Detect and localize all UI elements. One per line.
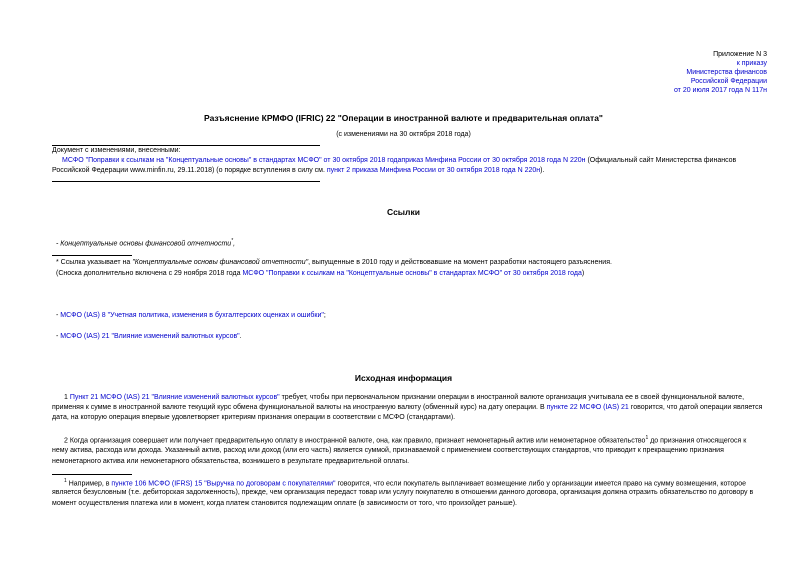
changes-text: Российской Федерации www.minfin.ru, 29.11.2018) (о порядке вступления в силу см.	[52, 167, 327, 174]
footnote-1	[64, 477, 746, 488]
paragraph-text: требует, чтобы при первоначальном признании операции в иностранной валюте организация учитывала ее в своей функциональной валюте,	[279, 394, 745, 401]
paragraph-text: говорится, что датой операции является	[628, 404, 763, 411]
p1-link-ias21[interactable]: Пункт 21 МСФО (IAS) 21 "Влияние изменений валютных курсов"	[69, 394, 280, 401]
refs-footnote-text: , выпущенные в 2010 году и действовавшие на момент разработки настоящего разъяснения.	[308, 259, 612, 266]
paragraph-2-line-2: нему актива, расхода или дохода. Указанный актив, расход или доход (или его часть) является суммой, признаваемой с применением соответствующих стандартов, что приводит к прекращению признания	[52, 447, 724, 454]
footnote-text: Например, в	[66, 480, 112, 488]
footnote-mark: 1	[645, 435, 649, 441]
document-title: Разъяснение КРМФО (IFRIC) 22 "Операции в иностранной валюте и предварительная оплата"	[204, 113, 603, 123]
refs-item-text: - Концептуальные основы финансовой отчетности	[56, 240, 232, 248]
appendix-order-link[interactable]: к приказу	[736, 60, 767, 67]
paragraph-1-line-2	[52, 403, 762, 412]
appendix-date-link[interactable]: от 20 июля 2017 года N 117н	[673, 87, 767, 94]
refs-item-text: -	[56, 312, 61, 319]
refs-note-text: (Сноска дополнительно включена с 29 ноября 2018 года	[56, 270, 243, 277]
changes-text: ).	[540, 167, 545, 174]
refs-item-link-ias21[interactable]: МСФО (IAS) 21 "Влияние изменений валютных курсов"	[60, 333, 240, 340]
footnote-text: говорится, что если покупатель выплачивает возмещение либо у организации имеется право на сумму возмещения, которое	[335, 480, 746, 488]
refs-footnote-text: * Ссылка указывает на	[56, 259, 133, 266]
refs-note	[56, 269, 584, 278]
paragraph-1	[64, 393, 744, 402]
changes-intro: Документ с изменениями, внесенными:	[52, 147, 181, 154]
refs-note-text: )	[581, 270, 585, 277]
refs-item-text: -	[56, 333, 61, 340]
refs-footnote	[56, 258, 612, 267]
refs-item-3	[56, 332, 242, 341]
footnote-divider	[52, 255, 132, 256]
appendix-line: Приложение N 3	[713, 51, 767, 58]
footnote-1-line-2: является безусловным (т.е. дебиторская задолженность), прежде, чем организация передаст товар или услугу покупателю в отношении данного договора, организация должна отразить обязательство по договору в	[52, 489, 754, 496]
paragraph-1-line-3: дата, на которую операция впервые удовлетворяет критериям признания операции в соответствии с МСФО (стандартами).	[52, 414, 456, 421]
footnote-mark: 1	[64, 478, 67, 484]
divider	[52, 181, 320, 182]
refs-item-link-ias8[interactable]: МСФО (IAS) 8 "Учетная политика, изменения в бухгалтерских оценках и ошибки"	[60, 312, 324, 319]
refs-item-1	[56, 237, 235, 248]
section-heading-refs: Ссылки	[387, 207, 420, 217]
refs-footnote-italic: "Концептуальные основы финансовой отчетности"	[132, 259, 309, 266]
changes-line-1	[62, 156, 736, 165]
section-heading-background: Исходная информация	[354, 373, 453, 383]
paragraph-2-line-3: немонетарного актива или немонетарного обязательства, возникшего в результате предварительной оплаты.	[52, 458, 410, 465]
appendix-ministry-link[interactable]: Министерства финансов	[686, 69, 767, 76]
fn-link-ifrs15[interactable]: пункте 106 МСФО (IFRS) 15 "Выручка по договорам с покупателями"	[111, 480, 336, 488]
changes-link-amendments[interactable]: МСФО "Поправки к ссылкам на "Концептуальные основы" в стандартах МСФО" от 30 октября 2018 года	[62, 157, 402, 164]
paragraph-number: 1	[64, 394, 70, 401]
refs-item-2	[56, 311, 326, 320]
appendix-federation-link[interactable]: Российской Федерации	[690, 78, 767, 85]
appendix-block	[547, 50, 767, 95]
changes-line-2	[52, 166, 544, 175]
paragraph-text: применяя к сумме в иностранной валюте текущий курс обмена функциональной валюты на иностранную валюту (обменный курс) на дату операции. В	[52, 404, 547, 411]
footnote-divider	[52, 474, 132, 475]
changes-link-order[interactable]: приказ Минфина России от 30 октября 2018 года N 220н	[401, 157, 586, 164]
paragraph-text: до признания относящегося к	[648, 437, 747, 445]
paragraph-text: 2 Когда организация совершает или получает предварительную оплату в иностранной валюте, она, как правило, признает немонетарный актив или немонетарное обязательство	[64, 437, 646, 445]
refs-item-text: ,	[233, 240, 236, 248]
paragraph-2	[64, 434, 746, 445]
refs-note-link[interactable]: МСФО "Поправки к ссылкам на "Концептуальные основы" в стандартах МСФО" от 30 октября 2018 года	[242, 270, 582, 277]
p1-link-ias21-22[interactable]: пункте 22 МСФО (IAS) 21	[546, 404, 629, 411]
footnote-mark: *	[231, 238, 234, 244]
changes-link-clause[interactable]: пункт 2 приказа Минфина России от 30 октября 2018 года N 220н	[326, 167, 541, 174]
document-subtitle: (с изменениями на 30 октября 2018 года)	[336, 131, 471, 138]
refs-item-text: .	[239, 333, 242, 340]
footnote-1-line-3: момент осуществления платежа или в момент, когда платеж становится подлежащим оплате (в зависимости от того, что произойдет раньше).	[52, 500, 517, 507]
changes-text: (Официальный сайт Министерства финансов	[585, 157, 737, 164]
refs-item-text: ;	[323, 312, 326, 319]
